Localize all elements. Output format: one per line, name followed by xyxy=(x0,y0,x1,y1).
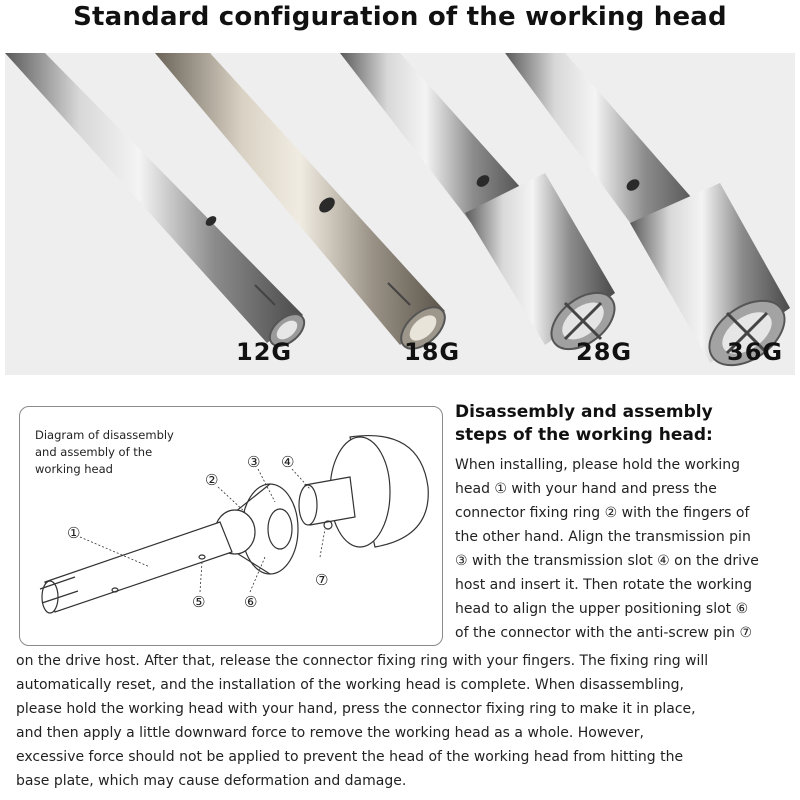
steps-text-full xyxy=(16,649,796,793)
callout-7: ⑦ xyxy=(315,571,329,589)
head-label-12g: 12G xyxy=(236,338,293,366)
diagram-caption: Diagram of disassembly and assembly of the working head xyxy=(35,428,174,476)
callout-6: ⑥ xyxy=(244,593,258,611)
steps-line: automatically reset, and the installation of the working head is complete. When disassembling, xyxy=(16,677,684,693)
working-heads-photo xyxy=(5,53,795,375)
steps-line: on the drive host. After that, release the connector fixing ring with your fingers. The fixing ring will xyxy=(16,653,709,669)
steps-line: of the connector with the anti-screw pin ⑦ xyxy=(455,625,753,641)
steps-line: host and insert it. Then rotate the working xyxy=(455,577,753,593)
steps-heading: Disassembly and assembly steps of the working head: xyxy=(455,402,713,445)
steps-line: head to align the upper positioning slot ⑥ xyxy=(455,601,749,617)
steps-line: base plate, which may cause deformation and damage. xyxy=(16,773,407,789)
steps-line: excessive force should not be applied to prevent the head of the working head from hitting the xyxy=(16,749,684,765)
steps-line: and then apply a little downward force to remove the working head as a whole. However, xyxy=(16,725,644,741)
assembly-drawing xyxy=(20,407,442,645)
steps-line: ③ with the transmission slot ④ on the drive xyxy=(455,553,759,569)
assembly-diagram xyxy=(19,406,443,646)
head-12g-rod xyxy=(5,53,310,352)
head-label-18g: 18G xyxy=(404,338,461,366)
steps-line: When installing, please hold the working xyxy=(455,457,741,473)
head-label-28g: 28G xyxy=(576,338,633,366)
steps-text-right xyxy=(455,453,795,645)
steps-line: head ① with your hand and press the xyxy=(455,481,717,497)
callout-1: ① xyxy=(67,524,81,542)
steps-line: the other hand. Align the transmission pin xyxy=(455,529,751,545)
callout-4: ④ xyxy=(281,453,295,471)
callout-5: ⑤ xyxy=(192,593,206,611)
callout-3: ③ xyxy=(247,453,261,471)
callout-2: ② xyxy=(205,471,219,489)
steps-line: connector fixing ring ② with the fingers of xyxy=(455,505,750,521)
head-label-36g: 36G xyxy=(727,338,784,366)
steps-line: please hold the working head with your hand, press the connector fixing ring to make it in place, xyxy=(16,701,696,717)
page-title: Standard configuration of the working head xyxy=(73,2,727,32)
